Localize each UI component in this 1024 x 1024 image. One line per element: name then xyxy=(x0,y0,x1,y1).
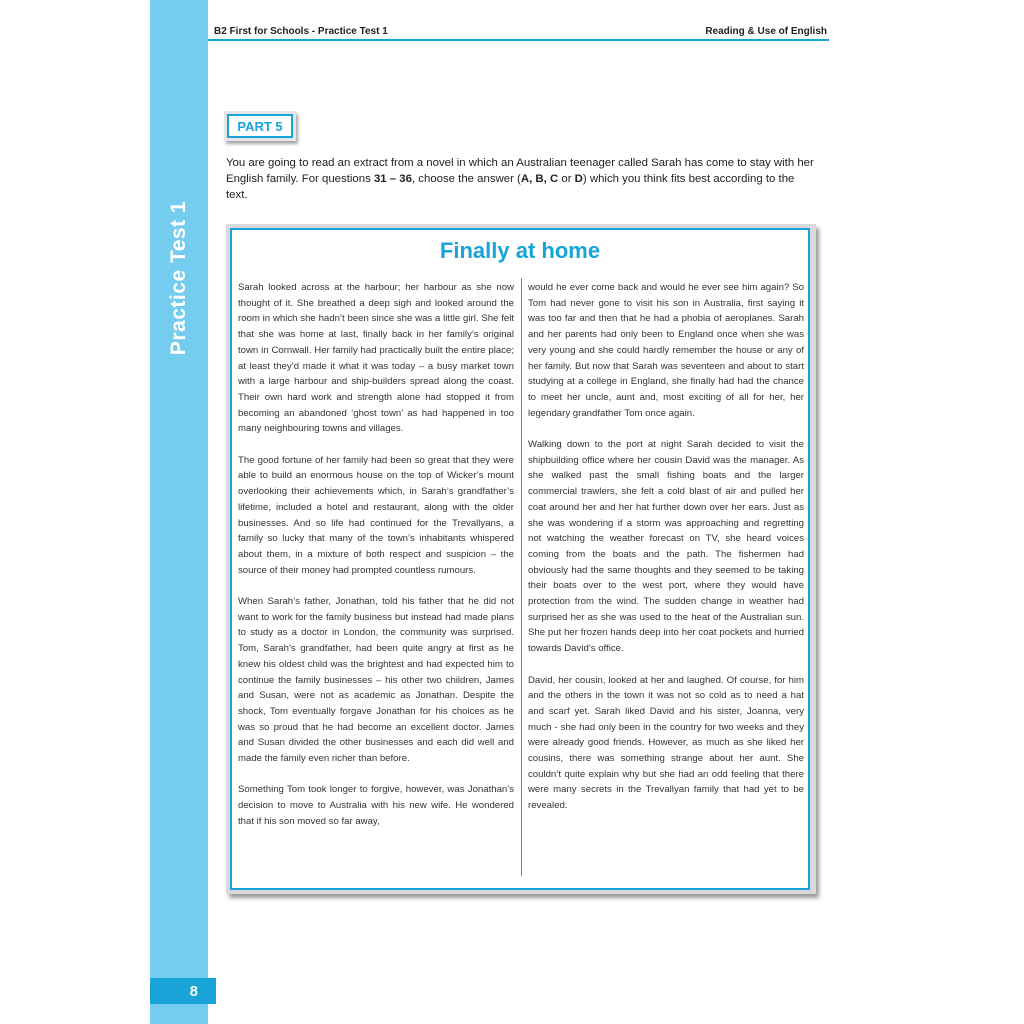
instructions-text-after: ) which you think fits best according to the text. xyxy=(226,173,795,201)
paragraph: The good fortune of her family had been so great that they were able to build an enormous house on the top of Wicker’s mount overlooking their achievements which, in Sarah’s grandfather’s lifetime, included a hotel and restaurant, along with the older businesses. And so life had continued for the Trevallyans, a family so lucky that many of the town’s inhabitants whispered about them, in a mixture of both respect and suspicion – the source of their money had prompted countless rumours. xyxy=(238,454,514,576)
answer-option-d: D xyxy=(574,173,583,185)
part-label-frame xyxy=(224,111,296,141)
sidebar-title xyxy=(150,185,208,370)
paragraph: Sarah looked across at the harbour; her harbour as she now thought of it. She breathed a deep sigh and looked around the room in which she hadn’t been since she was a little girl. She felt that she was home at last, finally back in her family’s original town in Cornwall. Her family had practically built the entire place; at least they’d made it what it was today – a busy market town with a large harbour and ship-builders spread along the coast. Their own hard work and strength alone had stopped it from becoming an abandoned ‘ghost town’ as had happened in too many neighbouring towns and villages. xyxy=(238,282,514,435)
column-divider xyxy=(521,278,522,876)
question-range: 31 – 36 xyxy=(373,173,412,185)
paragraph: would he ever come back and would he ever see him again? So Tom had never gone to visit his son in Australia, first saying it was too far and then that he had a phobia of aeroplanes. Sarah and her parents had only been to England once when she was very young and she could hardly remember the house or any of her family. But now that Sarah was seventeen and about to start studying at a college in England, she finally had had the chance to meet her uncle, aunt and, most exciting of all for her, her legendary grandfather Tom once again. xyxy=(528,282,804,419)
answer-options: A, B, C xyxy=(520,173,559,185)
instructions-text-or: or xyxy=(558,173,575,185)
paragraph: Something Tom took longer to forgive, however, was Jonathan’s decision to move to Australia with his new wife. He wondered that if his son moved so far away, xyxy=(238,784,514,827)
header-rule xyxy=(208,39,829,41)
instructions-text-mid: , choose the answer ( xyxy=(411,173,521,185)
passage-column-right xyxy=(528,280,804,830)
page-number: 8 xyxy=(150,978,216,1004)
sidebar-band xyxy=(150,0,208,1024)
passage-frame xyxy=(226,224,816,894)
header-left: B2 First for Schools - Practice Test 1 xyxy=(214,26,388,37)
passage-column-left xyxy=(238,280,514,845)
instructions xyxy=(226,155,816,203)
sidebar-title-text: Practice Test 1 xyxy=(167,200,191,355)
header-right: Reading & Use of English xyxy=(705,26,827,37)
passage-box xyxy=(230,228,810,890)
part-label: PART 5 xyxy=(227,114,293,138)
paragraph: When Sarah’s father, Jonathan, told his father that he did not want to work for the family business but instead had made plans to study as a doctor in London, the community was surprised. Tom, Sarah’s grandfather, had been quite angry at first as he knew his oldest child was the brightest and had expected him to continue the family businesses – his other two children, James and Susan, were not as academic as Jonathan. Despite the shock, Tom eventually forgave Jonathan for his choices as he was so proud that he had become an excellent doctor. James and Susan divided the other businesses and each did well and made the family even richer than before. xyxy=(238,596,514,765)
paragraph: David, her cousin, looked at her and laughed. Of course, for him and the others in the town it was not so cold as to need a hat and scarf yet. Sarah liked David and his sister, Joanna, very much - she had only been in the country for two weeks and they were already good friends. However, as much as she liked her cousins, there was something strange about her aunt. She couldn’t quite explain why but she had an odd feeling that there were many secrets in the Trevallyan family that had yet to be revealed. xyxy=(528,674,804,812)
paragraph: Walking down to the port at night Sarah decided to visit the shipbuilding office where her cousin David was the manager. As she walked past the small fishing boats and the larger commercial trawlers, she felt a cold blast of air and pulled her coat around her and her hat further down over her ears. Just as she was wondering if a storm was approaching and regretting not watching the weather forecast on TV, she heard voices coming from the boats and the path. The fishermen had obviously had the same thoughts and they seemed to be taking their boats over to the west port, where they would have protection from the wind. The sudden change in weather had surprised her as she was used to the heat of the Australian sun. She put her frozen hands deep into her coat pockets and hurried towards David’s office. xyxy=(528,439,804,655)
instructions-text-before: You are going to read an extract from a novel in which an Australian teenager called Sarah has come to stay with her English family. For questions xyxy=(226,157,814,185)
passage-title: Finally at home xyxy=(439,238,601,263)
